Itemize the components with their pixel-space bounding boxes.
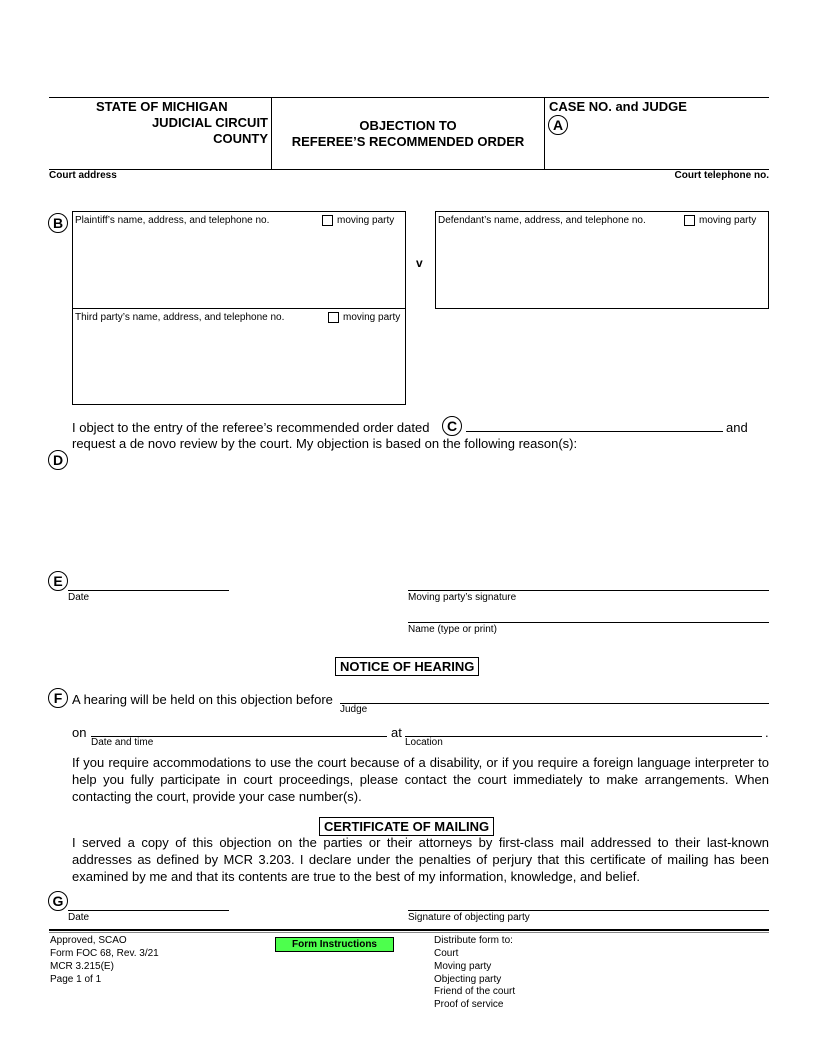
location-period: .	[765, 725, 769, 740]
plaintiff-moving-label: moving party	[337, 215, 395, 226]
marker-g: G	[48, 891, 68, 911]
moving-signature-line[interactable]	[408, 590, 769, 591]
footer-rule-ref: MCR 3.215(E)	[50, 961, 114, 972]
date-time-label: Date and time	[91, 737, 154, 748]
form-title-line2: REFEREE’S RECOMMENDED ORDER	[291, 134, 525, 149]
defendant-label: Defendant’s name, address, and telephone no.	[438, 215, 646, 226]
objection-reasons-field[interactable]	[72, 455, 769, 565]
objection-line1-text: I object to the entry of the referee’s recommended order dated	[72, 420, 430, 435]
header-top-rule	[49, 97, 769, 98]
objection-date-label: Date	[68, 592, 90, 603]
footer-page: Page 1 of 1	[50, 974, 102, 985]
versus-label: v	[416, 256, 423, 270]
marker-a: A	[548, 115, 568, 135]
objection-line1-end: and	[726, 420, 748, 435]
header-divider-right	[544, 97, 545, 169]
case-number-label: CASE NO. and JUDGE	[549, 99, 687, 114]
marker-e: E	[48, 571, 68, 591]
judge-field[interactable]	[340, 703, 769, 704]
accommodation-notice: If you require accommodations to use the court because of a disability, or if you require a foreign language interpreter to help you fully participate in court proceedings, please contact the court immediately to make arrangements. When contacting the court, provide your case number(s).	[72, 755, 769, 804]
distribute-item: Friend of the court	[434, 986, 516, 997]
judge-label: Judge	[340, 704, 368, 715]
certificate-heading: CERTIFICATE OF MAILING	[319, 817, 494, 836]
distribute-label: Distribute form to:	[434, 935, 513, 946]
form-title-line1: OBJECTION TO	[359, 118, 457, 133]
defendant-moving-checkbox[interactable]	[684, 215, 695, 226]
defendant-box[interactable]	[435, 211, 769, 309]
objection-date-field[interactable]	[466, 431, 723, 432]
objecting-signature-line[interactable]	[408, 910, 769, 911]
court-address-label: Court address	[49, 170, 117, 181]
third-party-moving-checkbox[interactable]	[328, 312, 339, 323]
plaintiff-box[interactable]	[72, 211, 406, 309]
footer-approved: Approved, SCAO	[50, 935, 127, 946]
certificate-date-line[interactable]	[68, 910, 229, 911]
moving-signature-label: Moving party’s signature	[408, 592, 517, 603]
court-label: JUDICIAL CIRCUIT	[151, 115, 268, 130]
objection-line2-text: request a de novo review by the court. My objection is based on the following reason(s):	[72, 436, 578, 451]
objection-date-line[interactable]	[68, 590, 229, 591]
location-field[interactable]	[405, 736, 762, 737]
name-print-label: Name (type or print)	[408, 624, 497, 635]
objecting-signature-label: Signature of objecting party	[408, 912, 530, 923]
header-divider-left	[271, 97, 272, 169]
third-party-moving-label: moving party	[343, 312, 401, 323]
location-label: Location	[405, 737, 443, 748]
plaintiff-moving-checkbox[interactable]	[322, 215, 333, 226]
court-telephone-label: Court telephone no.	[674, 170, 769, 181]
name-print-line[interactable]	[408, 622, 769, 623]
distribute-item: Moving party	[434, 961, 492, 972]
footer-form-number: Form FOC 68, Rev. 3/21	[50, 948, 159, 959]
distribute-item: Court	[434, 948, 459, 959]
distribute-item: Proof of service	[434, 999, 504, 1010]
third-party-label: Third party’s name, address, and telephone no.	[75, 312, 285, 323]
marker-b: B	[48, 213, 68, 233]
state-label: STATE OF MICHIGAN	[96, 99, 228, 114]
on-label: on	[72, 725, 87, 740]
footer-rule-thin	[49, 932, 769, 933]
plaintiff-label: Plaintiff’s name, address, and telephone no.	[75, 215, 270, 226]
form-instructions-button[interactable]: Form Instructions	[275, 937, 394, 952]
footer-rule	[49, 929, 769, 931]
marker-f: F	[48, 688, 68, 708]
county-label: COUNTY	[213, 131, 268, 146]
marker-d: D	[48, 450, 68, 470]
hearing-text: A hearing will be held on this objection before	[72, 692, 333, 707]
certificate-text: I served a copy of this objection on the parties or their attorneys by first-class mail addressed to their last-known addresses as defined by MCR 3.203. I declare under the penalties of perjury that this certificate of mailing has been examined by me and that its contents are true to the best of my information, knowledge, and belief.	[72, 835, 769, 884]
marker-c: C	[442, 416, 462, 436]
notice-of-hearing-heading: NOTICE OF HEARING	[335, 657, 479, 676]
at-label: at	[391, 725, 402, 740]
defendant-moving-label: moving party	[699, 215, 757, 226]
certificate-date-label: Date	[68, 912, 90, 923]
third-party-box[interactable]	[72, 308, 406, 405]
distribute-item: Objecting party	[434, 974, 502, 985]
